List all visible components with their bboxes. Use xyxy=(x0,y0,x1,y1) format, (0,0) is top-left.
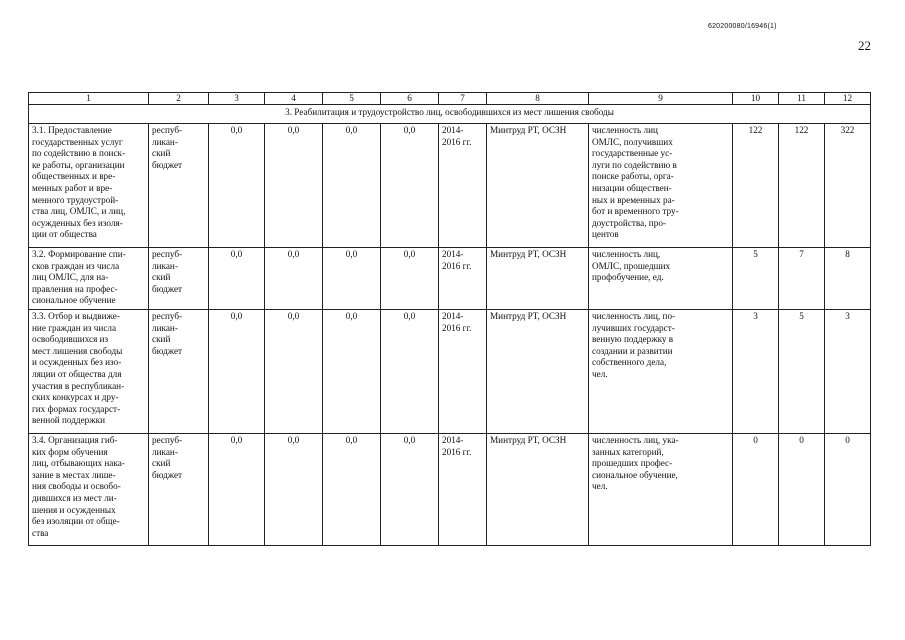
column-number-row xyxy=(29,93,871,105)
column-number: 1 xyxy=(29,93,149,105)
amount-cell: 0,0 xyxy=(265,124,323,248)
indicator-cell: численность лиц, ука- занных категорий, прошедших профес- сиональное обучение, чел. xyxy=(589,434,733,546)
table-row xyxy=(29,310,871,434)
target-value: 3 xyxy=(825,310,871,434)
indicator-cell: численность лиц, ОМЛС, прошедших профобучение, ед. xyxy=(589,248,733,310)
amount-cell: 0,0 xyxy=(323,124,381,248)
column-number: 5 xyxy=(323,93,381,105)
column-number: 8 xyxy=(487,93,589,105)
funding-source: респуб- ликан- ский бюджет xyxy=(149,310,209,434)
funding-source: респуб- ликан- ский бюджет xyxy=(149,434,209,546)
executor-cell: Минтруд РТ, ОСЗН xyxy=(487,310,589,434)
column-number: 11 xyxy=(779,93,825,105)
amount-cell: 0,0 xyxy=(323,434,381,546)
column-number: 12 xyxy=(825,93,871,105)
section-row xyxy=(29,105,871,124)
measure-name: 3.2. Формирование спи- сков граждан из числа лиц ОМЛС, для на- правления на профес- сиональное обучение xyxy=(29,248,149,310)
amount-cell: 0,0 xyxy=(265,310,323,434)
amount-cell: 0,0 xyxy=(209,124,265,248)
measure-name: 3.1. Предоставление государственных услуг по содействию в поиск- ке работы, организации общественных и вре- менных работ и вре- менного трудоустрой- ства лиц, ОМЛС, и лиц, осужденных без изоля- ции от общества xyxy=(29,124,149,248)
amount-cell: 0,0 xyxy=(381,434,439,546)
table-row xyxy=(29,434,871,546)
target-value: 0 xyxy=(825,434,871,546)
measure-name: 3.3. Отбор и выдвиже- ние граждан из числа освободившихся из мест лишения свободы и осужденных без изо- ляции от общества для участия в республикан- ских конкурсах и дру- гих формах государст- венной поддержки xyxy=(29,310,149,434)
target-value: 0 xyxy=(779,434,825,546)
section-title: 3. Реабилитация и трудоустройство лиц, освободившихся из мест лишения свободы xyxy=(29,105,871,124)
executor-cell: Минтруд РТ, ОСЗН xyxy=(487,248,589,310)
indicator-cell: численность лиц, по- лучивших государст- венную поддержку в создании и развитии собственного дела, чел. xyxy=(589,310,733,434)
amount-cell: 0,0 xyxy=(209,248,265,310)
target-value: 8 xyxy=(825,248,871,310)
column-number: 9 xyxy=(589,93,733,105)
amount-cell: 0,0 xyxy=(381,124,439,248)
amount-cell: 0,0 xyxy=(381,310,439,434)
amount-cell: 0,0 xyxy=(209,434,265,546)
target-value: 5 xyxy=(733,248,779,310)
amount-cell: 0,0 xyxy=(381,248,439,310)
indicator-cell: численность лиц ОМЛС, получивших государственные ус- луги по содействию в поиске работы, орга- низации обществен- ных и временных ра- бот и временного тру- доустройства, про- центов xyxy=(589,124,733,248)
period-cell: 2014- 2016 гг. xyxy=(439,248,487,310)
target-value: 3 xyxy=(733,310,779,434)
target-value: 122 xyxy=(779,124,825,248)
table-row xyxy=(29,248,871,310)
document-code: 620200080/16946(1) xyxy=(708,23,777,30)
page-number: 22 xyxy=(858,38,871,53)
period-cell: 2014- 2016 гг. xyxy=(439,124,487,248)
executor-cell: Минтруд РТ, ОСЗН xyxy=(487,434,589,546)
program-table xyxy=(28,92,871,546)
target-value: 0 xyxy=(733,434,779,546)
column-number: 3 xyxy=(209,93,265,105)
column-number: 2 xyxy=(149,93,209,105)
target-value: 5 xyxy=(779,310,825,434)
target-value: 122 xyxy=(733,124,779,248)
column-number: 6 xyxy=(381,93,439,105)
table-row xyxy=(29,124,871,248)
funding-source: респуб- ликан- ский бюджет xyxy=(149,248,209,310)
amount-cell: 0,0 xyxy=(265,248,323,310)
measure-name: 3.4. Организация гиб- ких форм обучения лиц, отбывающих нака- зание в местах лише- ния свободы и освобо- дившихся из мест ли- шения и осужденных без изоляции от обще- ства xyxy=(29,434,149,546)
amount-cell: 0,0 xyxy=(323,310,381,434)
target-value: 322 xyxy=(825,124,871,248)
column-number: 7 xyxy=(439,93,487,105)
target-value: 7 xyxy=(779,248,825,310)
amount-cell: 0,0 xyxy=(265,434,323,546)
column-number: 4 xyxy=(265,93,323,105)
amount-cell: 0,0 xyxy=(323,248,381,310)
period-cell: 2014- 2016 гг. xyxy=(439,310,487,434)
period-cell: 2014- 2016 гг. xyxy=(439,434,487,546)
amount-cell: 0,0 xyxy=(209,310,265,434)
column-number: 10 xyxy=(733,93,779,105)
executor-cell: Минтруд РТ, ОСЗН xyxy=(487,124,589,248)
funding-source: респуб- ликан- ский бюджет xyxy=(149,124,209,248)
